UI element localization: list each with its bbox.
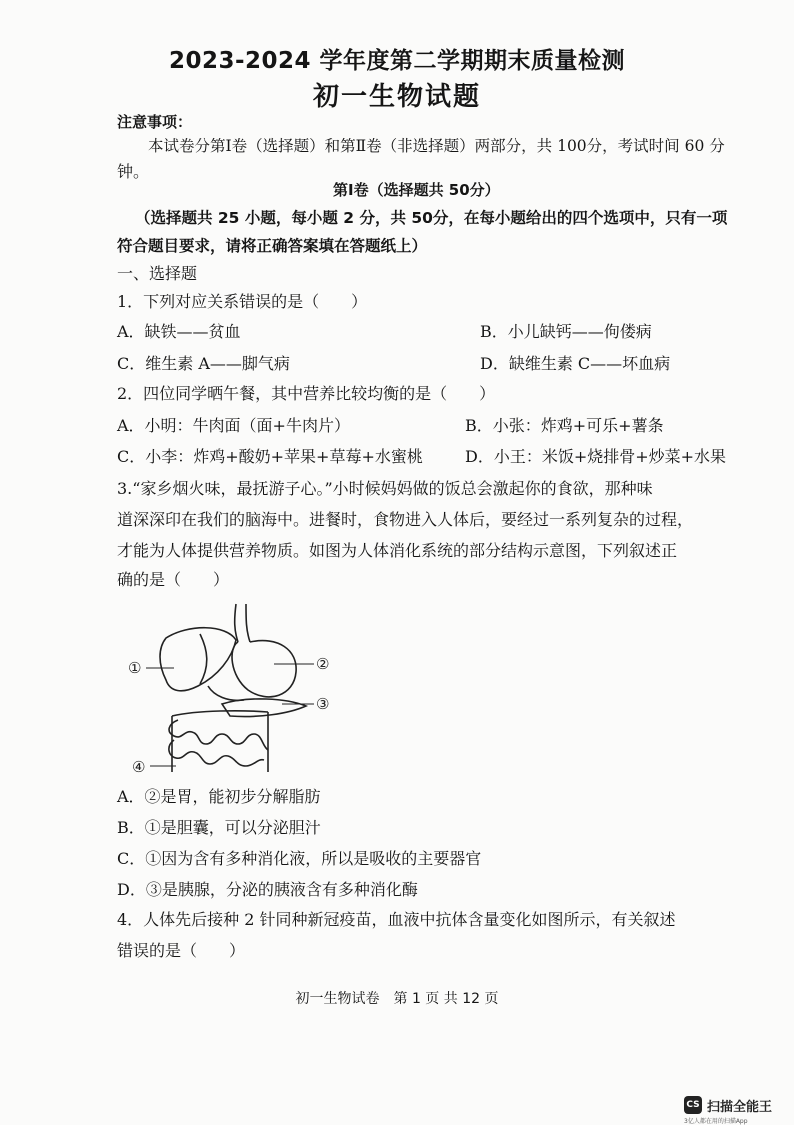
page-footer: 初一生物试卷 第 1 页 共 12 页	[295, 991, 499, 1007]
question-1-option-a: A．缺铁——贫血	[117, 322, 241, 341]
question-2-option-d: D．小王：米饭+烧排骨+炒菜+水果	[465, 447, 727, 466]
section-instructions-1: （选择题共 25 小题，每小题 2 分，共 50分，在每小题给出的四个选项中，只有一项	[135, 209, 728, 227]
notice-line-2: 钟。	[117, 162, 150, 181]
question-2-stem: 2．四位同学晒午餐，其中营养比较均衡的是（ ）	[117, 384, 496, 403]
question-3-stem-4: 确的是（ ）	[117, 570, 230, 589]
question-3-option-c: C．①因为含有多种消化液，所以是吸收的主要器官	[117, 849, 482, 868]
diagram-label-4: ④	[132, 758, 146, 776]
watermark-app-name: 扫描全能王	[707, 1100, 773, 1115]
section-instructions-2: 符合题目要求，请将正确答案填在答题纸上）	[117, 237, 428, 255]
part-heading: 一、选择题	[117, 264, 198, 283]
question-1-option-c: C．维生素 A——脚气病	[117, 354, 290, 373]
pancreas-shape	[222, 699, 306, 717]
esophagus-shape	[235, 604, 238, 642]
notice-heading: 注意事项：	[117, 113, 193, 131]
question-3-stem-3: 才能为人体提供营养物质。如图为人体消化系统的部分结构示意图，下列叙述正	[117, 541, 678, 560]
digestive-system-diagram	[118, 600, 338, 780]
question-2-option-c: C．小李：炸鸡+酸奶+苹果+草莓+水蜜桃	[117, 447, 423, 466]
small-intestine-shape	[169, 720, 268, 750]
question-1-option-b: B．小儿缺钙——佝偻病	[480, 322, 652, 341]
question-3-option-a: A．②是胃，能初步分解脂肪	[117, 787, 321, 806]
question-3-stem-1: 3.“家乡烟火味，最抚游子心。”小时候妈妈做的饭总会激起你的食欲，那种味	[117, 479, 653, 498]
diagram-label-3: ③	[316, 695, 330, 713]
question-3-option-b: B．①是胆囊，可以分泌胆汁	[117, 818, 321, 837]
exam-subtitle: 初一生物试题	[312, 82, 481, 112]
section-title: 第Ⅰ卷（选择题共 50分）	[333, 181, 500, 199]
liver-shape	[160, 628, 236, 691]
question-4-stem-2: 错误的是（ ）	[117, 941, 246, 960]
question-1-stem: 1．下列对应关系错误的是（ ）	[117, 292, 368, 311]
stomach-shape	[232, 641, 296, 697]
question-1-option-d: D．缺维生素 C——坏血病	[480, 354, 671, 373]
camscanner-logo-icon: CS	[684, 1096, 702, 1114]
question-3-option-d: D．③是胰腺，分泌的胰液含有多种消化酶	[117, 880, 418, 899]
diagram-label-1: ①	[128, 659, 142, 677]
diagram-label-2: ②	[316, 655, 330, 673]
watermark-tagline: 3亿人都在用的扫描App	[684, 1118, 748, 1125]
question-2-option-b: B．小张：炸鸡+可乐+薯条	[465, 416, 664, 435]
notice-line-1: 本试卷分第Ⅰ卷（选择题）和第Ⅱ卷（非选择题）两部分，共 100分，考试时间 60 分	[148, 137, 725, 155]
question-3-stem-2: 道深深印在我们的脑海中。进餐时，食物进入人体后，要经过一系列复杂的过程，	[117, 510, 694, 529]
question-4-stem-1: 4．人体先后接种 2 针同种新冠疫苗，血液中抗体含量变化如图所示，有关叙述	[117, 910, 676, 929]
exam-title: 2023-2024 学年度第二学期期末质量检测	[168, 48, 626, 74]
question-2-option-a: A．小明：牛肉面（面+牛肉片）	[117, 416, 350, 435]
